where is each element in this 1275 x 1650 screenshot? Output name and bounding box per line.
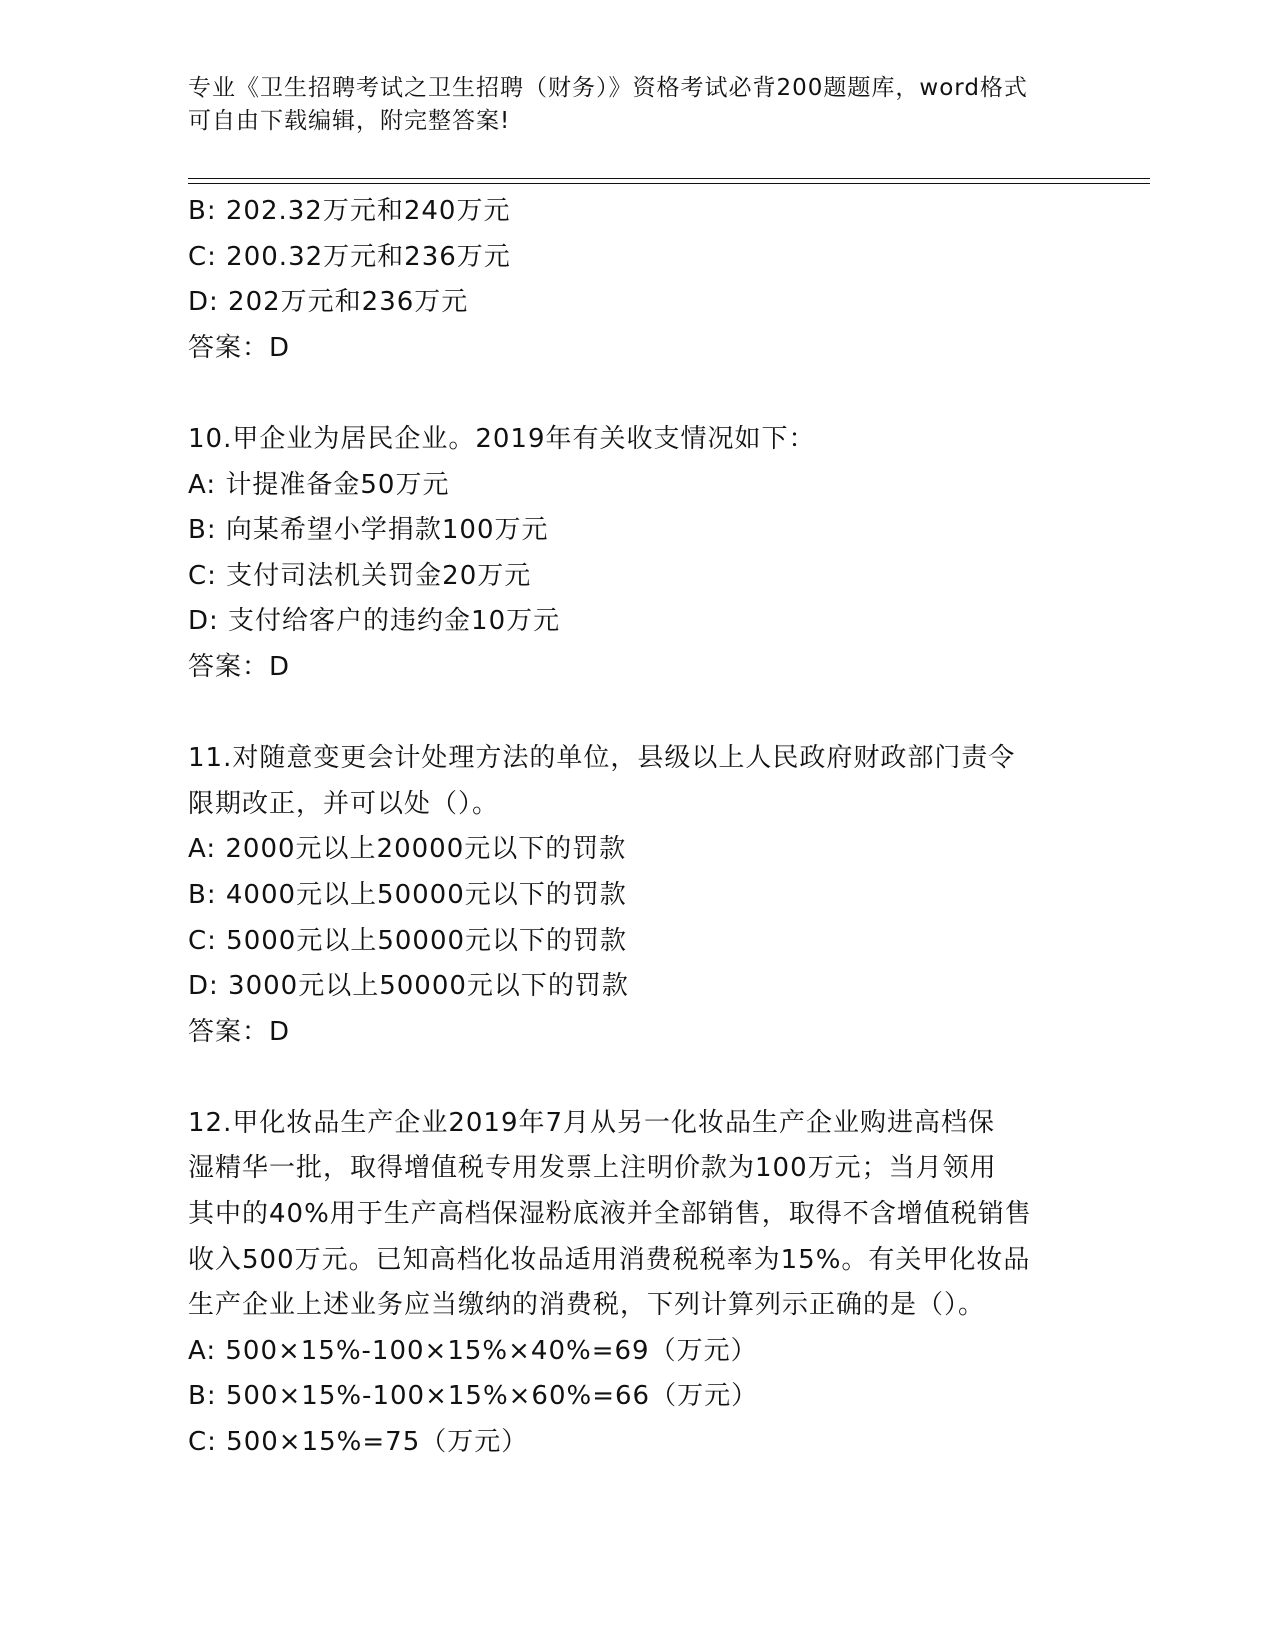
question-stem-line-2: 湿精华一批，取得增值税专用发票上注明价款为100万元；当月领用 bbox=[188, 1153, 997, 1184]
question-stem-line-4: 收入500万元。已知高档化妆品适用消费税税率为15%。有关甲化妆品 bbox=[188, 1244, 1031, 1275]
document-header bbox=[188, 72, 1088, 138]
question-stem-line-1: 11.对随意变更会计处理方法的单位，县级以上人民政府财政部门责令 bbox=[188, 743, 1016, 774]
header-title-line-1: 专业《卫生招聘考试之卫生招聘（财务）》资格考试必背200题题库，word格式 bbox=[188, 75, 1028, 101]
question-stem-line-5: 生产企业上述业务应当缴纳的消费税，下列计算列示正确的是（）。 bbox=[188, 1290, 986, 1321]
option-c: C: 5000元以上50000元以下的罚款 bbox=[188, 925, 628, 956]
question-stem-line-1: 12.甲化妆品生产企业2019年7月从另一化妆品生产企业购进高档保 bbox=[188, 1107, 996, 1138]
option-d: D: 3000元以上50000元以下的罚款 bbox=[188, 971, 629, 1002]
question-stem-line-3: 其中的40%用于生产高档保湿粉底液并全部销售，取得不含增值税销售 bbox=[188, 1199, 1032, 1230]
spacer bbox=[188, 691, 1088, 737]
option-c: C: 200.32万元和236万元 bbox=[188, 241, 511, 272]
option-b: B: 500×15%-100×15%×60%=66（万元） bbox=[188, 1381, 759, 1412]
option-a: A: 2000元以上20000元以下的罚款 bbox=[188, 834, 627, 865]
header-divider-top bbox=[188, 178, 1150, 179]
question-12 bbox=[188, 1101, 1088, 1466]
header-divider-bottom bbox=[188, 183, 1150, 184]
question-stem-line-2: 限期改正，并可以处（）。 bbox=[188, 788, 500, 819]
spacer bbox=[188, 1055, 1088, 1101]
answer-label: 答案：D bbox=[188, 332, 291, 363]
answer-label: 答案：D bbox=[188, 651, 291, 682]
option-a: A: 计提准备金50万元 bbox=[188, 469, 450, 500]
option-d: D: 支付给客户的违约金10万元 bbox=[188, 606, 561, 637]
question-11 bbox=[188, 736, 1088, 1055]
question-10 bbox=[188, 417, 1088, 691]
option-b: B: 4000元以上50000元以下的罚款 bbox=[188, 879, 627, 910]
option-b: B: 向某希望小学捐款100万元 bbox=[188, 515, 549, 546]
question-9 bbox=[188, 189, 1088, 371]
question-stem: 10.甲企业为居民企业。2019年有关收支情况如下： bbox=[188, 423, 816, 454]
option-a: A: 500×15%-100×15%×40%=69（万元） bbox=[188, 1335, 758, 1366]
header-title-line-2: 可自由下载编辑，附完整答案! bbox=[188, 108, 511, 134]
option-c: C: 500×15%=75（万元） bbox=[188, 1427, 529, 1458]
option-b: B: 202.32万元和240万元 bbox=[188, 196, 511, 226]
option-d: D: 202万元和236万元 bbox=[188, 287, 469, 318]
document-body bbox=[188, 189, 1088, 1466]
answer-label: 答案：D bbox=[188, 1016, 291, 1047]
spacer bbox=[188, 371, 1088, 417]
option-c: C: 支付司法机关罚金20万元 bbox=[188, 560, 532, 591]
